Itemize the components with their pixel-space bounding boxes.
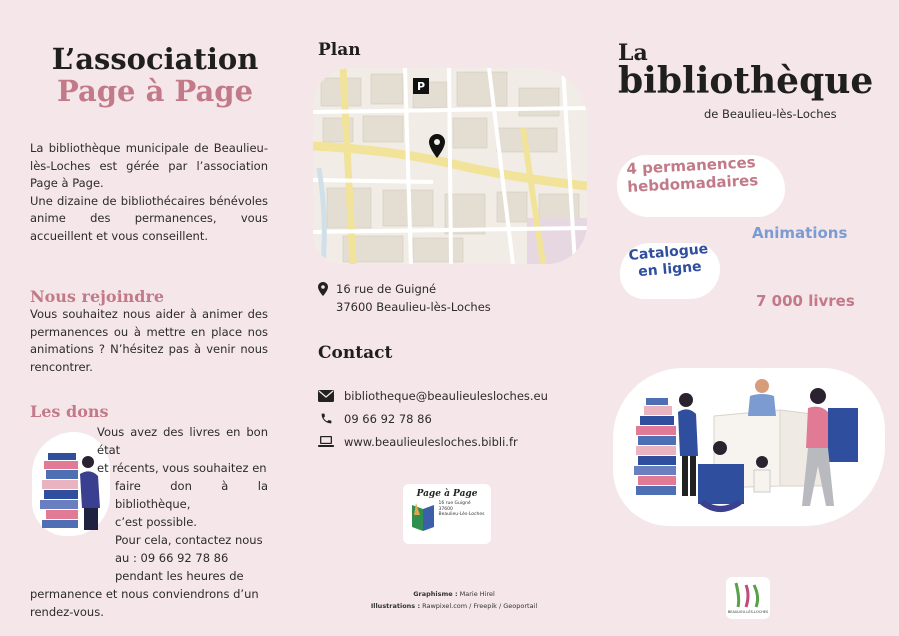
intro-text bbox=[30, 140, 268, 245]
donations-line: permanence et nous conviendrons d’un bbox=[30, 587, 259, 601]
donations-line: pendant les heures de bbox=[115, 569, 244, 583]
donations-heading: Les dons bbox=[30, 402, 109, 421]
donations-line: Pour cela, contactez nous bbox=[115, 533, 263, 547]
donations-line: au : 09 66 92 78 86 bbox=[115, 551, 229, 565]
highlight-permanences bbox=[626, 153, 759, 196]
library-subtitle: de Beaulieu-lès-Loches bbox=[704, 107, 837, 121]
town-logo-caption: BEAULIEU-LÈS-LOCHES bbox=[727, 610, 769, 614]
contact-website-row bbox=[318, 430, 548, 453]
logo-line: 37600 bbox=[438, 506, 453, 512]
map-pin-icon bbox=[429, 134, 445, 158]
association-title: L’association bbox=[51, 42, 259, 76]
highlight-catalogue bbox=[628, 241, 710, 282]
open-book-icon bbox=[410, 501, 436, 531]
highlight-animations: Animations bbox=[752, 224, 848, 242]
envelope-icon bbox=[318, 389, 334, 403]
donations-text bbox=[30, 423, 268, 621]
contact-list bbox=[318, 384, 548, 453]
email-link[interactable]: bibliotheque@beaulieulesloches.eu bbox=[344, 388, 548, 403]
logo-title: Page à Page bbox=[416, 489, 478, 499]
join-text: Vous souhaitez nous aider à animer des permanences ou à mettre en place nos animations ? N’hésitez pas à venir nous rencontrer. bbox=[30, 307, 268, 374]
donations-line: faire don à la bibliothèque, bbox=[115, 479, 268, 511]
highlight-books-count: 7 000 livres bbox=[756, 292, 855, 310]
donations-line: c’est possible. bbox=[115, 515, 197, 529]
contact-heading: Contact bbox=[318, 343, 393, 363]
phone-icon bbox=[318, 412, 334, 426]
map-drawing bbox=[313, 68, 587, 264]
highlight-catalogue-line: en ligne bbox=[637, 258, 703, 281]
credits bbox=[318, 588, 590, 612]
intro-paragraph: La bibliothèque municipale de Beaulieu-lès-Loches est gérée par l’association Page à Page. bbox=[30, 141, 268, 190]
library-title-la: La bbox=[618, 40, 648, 66]
highlight-catalogue-line: Catalogue bbox=[628, 241, 709, 264]
laptop-icon bbox=[318, 435, 334, 449]
address-city: 37600 Beaulieu-lès-Loches bbox=[336, 300, 491, 314]
readers-illustration bbox=[630, 376, 866, 522]
credits-value: Rawpixel.com / Freepik / Geoportail bbox=[420, 602, 538, 610]
donations-line: et récents, vous souhaitez en bbox=[97, 461, 267, 475]
join-heading: Nous rejoindre bbox=[30, 287, 165, 306]
donations-line: Vous avez des livres en bon état bbox=[97, 425, 268, 457]
intro-paragraph-2: Une dizaine de bibliothécaires bénévoles anime des permanences, vous accueillent et vous conseillent. bbox=[30, 193, 268, 243]
credits-value: Marie Hirel bbox=[457, 590, 495, 598]
location-pin-icon bbox=[318, 282, 328, 296]
association-name: Page à Page bbox=[56, 74, 254, 108]
town-logo bbox=[726, 577, 770, 619]
highlight-permanences-line: 4 permanences bbox=[626, 153, 757, 178]
address-block bbox=[318, 280, 491, 316]
highlight-permanences-line: hebdomadaires bbox=[626, 171, 759, 196]
contact-email-row bbox=[318, 384, 548, 407]
contact-phone-row bbox=[318, 407, 548, 430]
donations-line: rendez-vous. bbox=[30, 605, 104, 619]
logo-line: Beaulieu-Lès-Loches bbox=[438, 512, 485, 517]
plan-heading: Plan bbox=[318, 40, 361, 60]
parking-icon: P bbox=[413, 78, 429, 94]
website-link[interactable]: www.beaulieulesloches.bibli.fr bbox=[344, 434, 518, 449]
phone-link[interactable]: 09 66 92 78 86 bbox=[344, 411, 432, 426]
association-logo bbox=[403, 484, 491, 544]
library-title: bibliothèque bbox=[618, 60, 874, 102]
logo-line: 16 rue Guigné bbox=[438, 501, 471, 506]
credits-label: Illustrations : bbox=[370, 602, 421, 610]
street-map[interactable] bbox=[313, 68, 587, 264]
credits-label: Graphisme : bbox=[413, 590, 458, 598]
address-street: 16 rue de Guigné bbox=[336, 282, 437, 296]
